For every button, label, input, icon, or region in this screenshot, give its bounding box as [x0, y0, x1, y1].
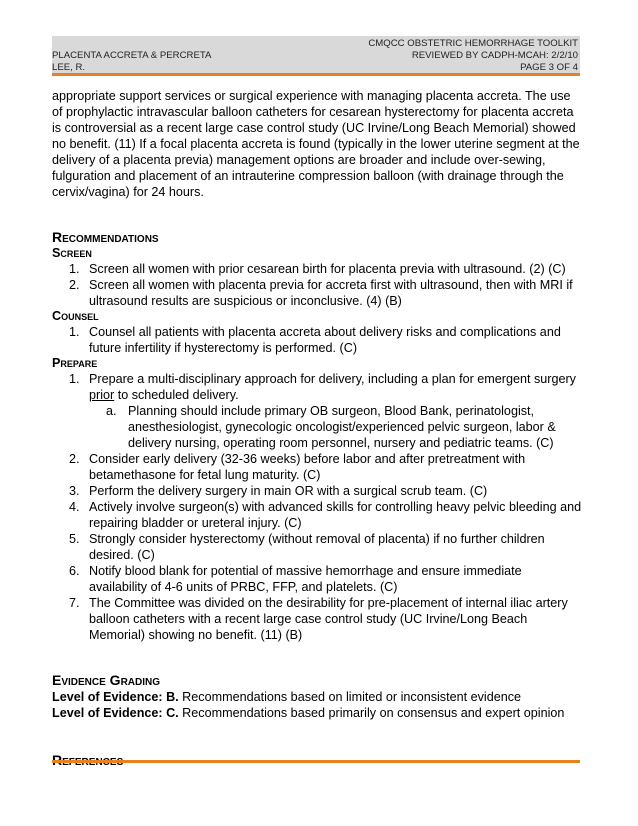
- list-item: 2. Consider early delivery (32-36 weeks) before labor and after pretreatment with betamethasone for fetal lung maturity. (C): [69, 452, 526, 482]
- evidence-level-b: Level of Evidence: B. Recommendations based on limited or inconsistent evidence: [52, 690, 522, 704]
- document-body: [52, 88, 582, 769]
- prepare-list: [52, 371, 582, 643]
- list-item: 1. Screen all women with prior cesarean birth for placenta previa with ultrasound. (2) (C): [69, 262, 566, 276]
- list-item: 1. Counsel all patients with placenta accreta about delivery risks and complications and future infertility if hysterectomy is performed. (C): [69, 325, 561, 355]
- list-item: 7. The Committee was divided on the desirability for pre-placement of internal iliac artery balloon catheters with a recent large case control study (UC Irvine/Long Beach Memorial) showing no benefit. (11) (B): [69, 596, 568, 642]
- list-item: 2. Screen all women with placenta previa for accreta first with ultrasound, then with MRI if ultrasound results are suspicious or inconclusive. (4) (B): [69, 278, 573, 308]
- intro-paragraph: appropriate support services or surgical experience with managing placenta accreta. The use of prophylactic intravascular balloon catheters for cesarean hysterectomy for placenta accreta is controversial as a recent large case control study (UC Irvine/Long Beach Memorial) showed no benefit. (11) If a focal placenta accreta is found (typically in the lower uterine segment at the delivery of a placenta previa) management options are broader and include over-sewing, fulguration and placement of an intrauterine compression balloon (with drainage through the cervix/vagina) for 24 hours.: [52, 89, 580, 199]
- page-header: [52, 36, 580, 76]
- header-author: LEE, R.: [52, 62, 86, 73]
- counsel-heading: Counsel: [52, 309, 99, 323]
- list-item: 3. Perform the delivery surgery in main OR with a surgical scrub team. (C): [69, 484, 488, 498]
- list-item: 6. Notify blood blank for potential of massive hemorrhage and ensure immediate availability of 4-6 units of PRBC, FFP, and platelets. (C): [69, 564, 522, 594]
- header-review-info: REVIEWED BY CADPH-MCAH: 2/2/10: [411, 50, 578, 61]
- list-item: 5. Strongly consider hysterectomy (without removal of placenta) if no further children desired. (C): [69, 532, 545, 562]
- header-divider: [52, 73, 580, 76]
- underlined-word: prior: [89, 388, 115, 402]
- counsel-list: [52, 324, 582, 356]
- sub-list-item: a. Planning should include primary OB surgeon, Blood Bank, perinatologist, anesthesiologist, gynecologic oncologist/experienced pelvic surgeon, labor & delivery nursing, operating room personnel, nursery and pediatric teams. (C): [106, 404, 556, 450]
- header-toolkit-title: CMQCC OBSTETRIC HEMORRHAGE TOOLKIT: [368, 38, 578, 49]
- recommendations-heading: Recommendations: [52, 229, 159, 245]
- list-item: 4. Actively involve surgeon(s) with advanced skills for controlling heavy pelvic bleeding and repairing bladder or ureteral injury. (C): [69, 500, 582, 530]
- list-item: 1. Prepare a multi-disciplinary approach for delivery, including a plan for emergent surgery prior to scheduled delivery.: [69, 372, 576, 402]
- evidence-grading-heading: Evidence Grading: [52, 672, 161, 688]
- footer-divider: [52, 760, 580, 763]
- screen-list: [52, 261, 582, 309]
- screen-heading: Screen: [52, 246, 92, 260]
- prepare-heading: Prepare: [52, 356, 98, 370]
- header-topic: PLACENTA ACCRETA & PERCRETA: [52, 50, 212, 61]
- evidence-level-c: Level of Evidence: C. Recommendations based primarily on consensus and expert opinion: [52, 706, 565, 720]
- header-page-number: PAGE 3 OF 4: [520, 62, 578, 73]
